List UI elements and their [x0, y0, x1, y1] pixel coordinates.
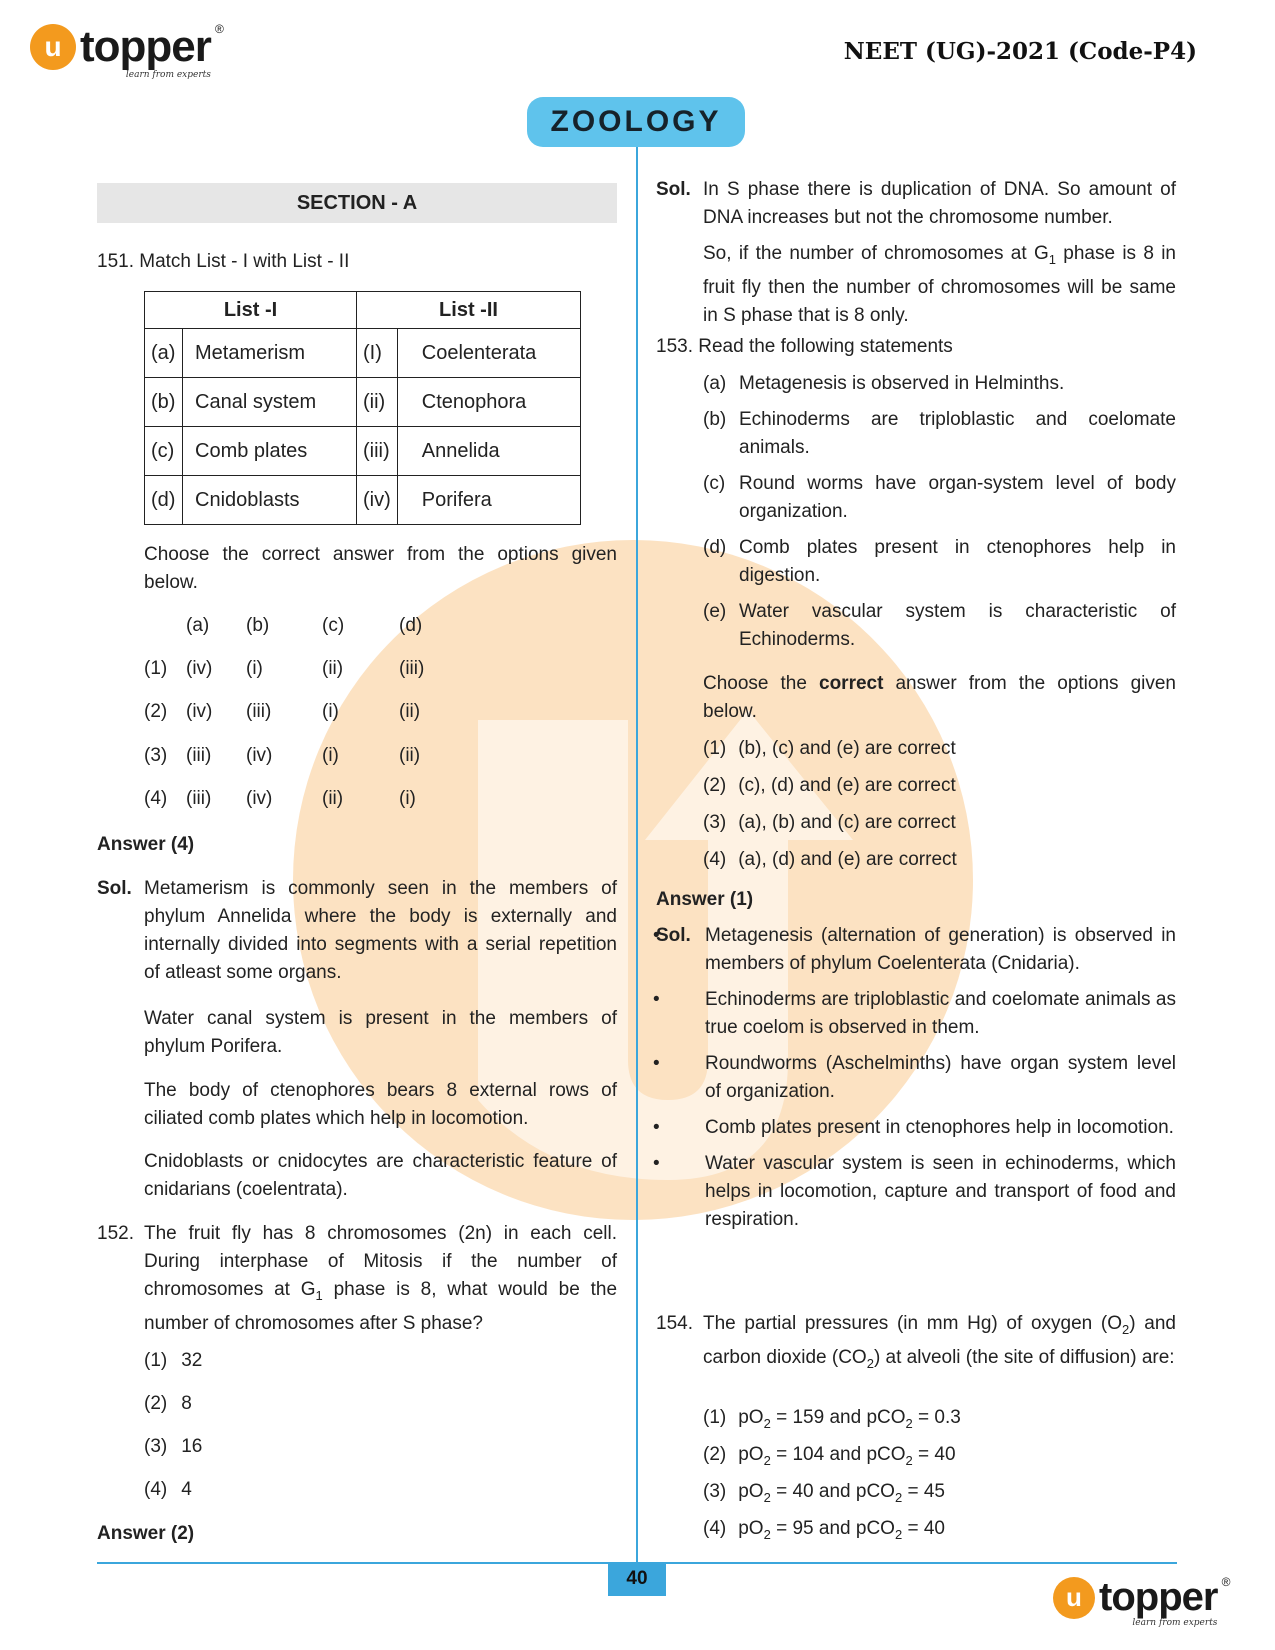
- q153-statement: (a) Metagenesis is observed in Helminths.: [703, 373, 1065, 394]
- footer-logo: [1053, 1575, 1230, 1628]
- q151-sol-para: The body of ctenophores bears 8 external rows of ciliated comb plates which help in locomotion.: [144, 1080, 617, 1129]
- q152-answer: Answer (2): [97, 1523, 195, 1544]
- q153-statement: (d) Comb plates present in ctenophores help in digestion.: [703, 537, 1176, 586]
- q154-option: (2) $pO_2 = 104$ and pCO$_2$ = 40: [703, 1444, 956, 1468]
- q152-option: (3) 16: [144, 1436, 203, 1457]
- q152-number: 152.: [97, 1223, 134, 1244]
- table-row: (b) Canal system (ii) Ctenophora: [145, 378, 581, 427]
- table-row: (a) Metamerism (I) Coelenterata: [145, 329, 581, 378]
- q153-option: (2) (c), (d) and (e) are correct: [703, 775, 956, 796]
- q151-answer: Answer (4): [97, 834, 195, 855]
- q151-sol-label: Sol.: [97, 878, 132, 899]
- q153-question: 153. Read the following statements: [656, 336, 953, 357]
- logo-u-icon: u: [1053, 1577, 1095, 1619]
- match-table: [144, 291, 581, 525]
- q152-sol-label: Sol.: [656, 179, 691, 200]
- q153-sol-label: Sol.: [656, 925, 691, 946]
- list-item: • Echinoderms are triploblastic and coelomate animals as true coelom is observed in them.: [647, 986, 1176, 1042]
- table-row: (c) Comb plates (iii) Annelida: [145, 427, 581, 476]
- q151-choose: Choose the correct answer from the options given below.: [144, 544, 617, 593]
- q153-statement: (e) Water vascular system is characteristic of Echinoderms.: [703, 601, 1176, 650]
- logo-tagline: learn from experts: [125, 70, 211, 80]
- list-item: • Water vascular system is seen in echinoderms, which helps in locomotion, capture and transport of food and respiration.: [647, 1150, 1176, 1234]
- q152-sol-para: So, if the number of chromosomes at $G_1$ phase is 8 in fruit fly then the number of chromosomes will be same in S phase that is 8 only.: [703, 243, 1177, 326]
- q153-statement: (c) Round worms have organ-system level of body organization.: [703, 473, 1176, 522]
- q154-option: (3) $pO_2 = 40$ and pCO$_2$ = 45: [703, 1481, 945, 1505]
- logo-u-icon: u: [30, 24, 76, 70]
- q154-option: (1) $pO_2 = 159$ and pCO$_2$ = 0.3: [703, 1407, 961, 1431]
- section-header: SECTION - A: [97, 183, 617, 223]
- q154-option: (4) $pO_2 = 95$ and pCO$_2$ = 40: [703, 1518, 945, 1542]
- list-item: • Metagenesis (alternation of generation) is observed in members of phylum Coelenterata (Cnidaria).: [647, 922, 1176, 978]
- list-item: • Roundworms (Aschelminths) have organ system level of organization.: [647, 1050, 1176, 1106]
- q154-number: 154.: [656, 1313, 693, 1334]
- subject-badge: ZOOLOGY: [527, 97, 745, 147]
- registered-mark: ®: [215, 22, 223, 36]
- list1-header: List -I: [145, 292, 357, 329]
- q153-statement: (b) Echinoderms are triploblastic and coelomate animals.: [703, 409, 1176, 458]
- q153-option: (4) (a), (d) and (e) are correct: [703, 849, 957, 870]
- q153-choose: Choose the correct answer from the options given below.: [703, 673, 1176, 722]
- list-item: • Comb plates present in ctenophores help in locomotion.: [647, 1114, 1176, 1142]
- header-logo: [30, 22, 223, 80]
- q151-question: 151. Match List - I with List - II: [97, 251, 350, 272]
- q153-sol-list: [647, 922, 1176, 1242]
- table-row: (d) Cnidoblasts (iv) Porifera: [145, 476, 581, 525]
- logo-tagline: learn from experts: [1132, 1618, 1218, 1628]
- q152-sol-para: In S phase there is duplication of DNA. So amount of DNA increases but not the chromosome number.: [703, 179, 1176, 228]
- registered-mark: ®: [1221, 1575, 1230, 1589]
- column-divider: [636, 147, 638, 1562]
- q152-option: (2) 8: [144, 1393, 192, 1414]
- q151-sol-para: Metamerism is commonly seen in the members of phylum Annelida where the body is externally and internally divided into segments with a serial repetition of atleast some organs.: [144, 878, 617, 983]
- q151-sol-para: Cnidoblasts or cnidocytes are characteristic feature of cnidarians (coelentrata).: [144, 1151, 617, 1200]
- page-number: 40: [608, 1562, 666, 1596]
- q152-question: The fruit fly has 8 chromosomes (2n) in each cell. During interphase of Mitosis if the number of chromosomes at $G_1$ phase is 8, what would be the number of chromosomes after S phase?: [144, 1223, 618, 1334]
- q152-option: (1) 32: [144, 1350, 203, 1371]
- q154-question: The partial pressures (in mm Hg) of oxygen $(O_2)$ and carbon dioxide $(CO_2)$ at alveoli (the site of diffusion) are:: [703, 1313, 1176, 1371]
- q151-sol-para: Water canal system is present in the members of phylum Porifera.: [144, 1008, 617, 1057]
- q153-option: (3) (a), (b) and (c) are correct: [703, 812, 956, 833]
- list2-header: List -II: [357, 292, 581, 329]
- logo-text: topper: [80, 22, 211, 71]
- q153-option: (1) (b), (c) and (e) are correct: [703, 738, 956, 759]
- logo-text: topper: [1099, 1575, 1218, 1619]
- exam-title: NEET (UG)-2021 (Code-P4): [843, 38, 1197, 65]
- q153-answer: Answer (1): [656, 889, 754, 910]
- q152-option: (4) 4: [144, 1479, 192, 1500]
- q153-statements: [703, 370, 1176, 662]
